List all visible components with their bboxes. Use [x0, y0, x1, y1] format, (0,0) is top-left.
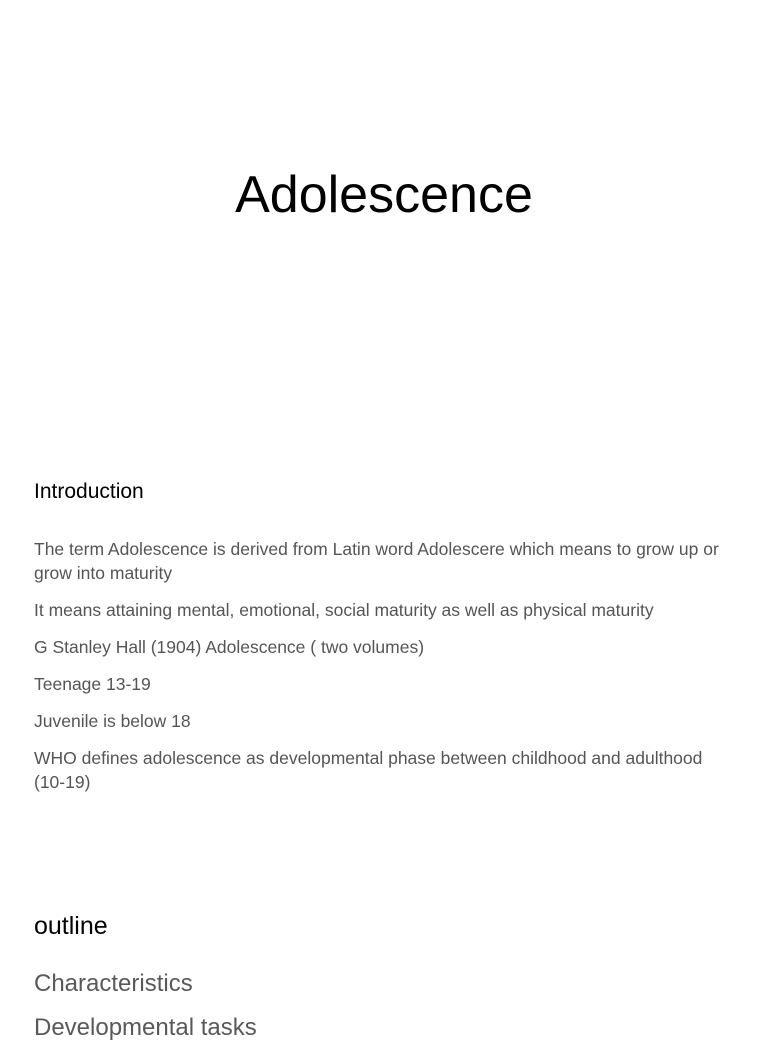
bullet-item: Teenage 13-19: [34, 674, 151, 694]
outline-heading: outline: [34, 912, 108, 940]
bullet-item: G Stanley Hall (1904) Adolescence ( two volumes): [34, 637, 425, 657]
title-slide: [0, 0, 768, 432]
introduction-heading: Introduction: [34, 480, 144, 503]
bullet-item: It means attaining mental, emotional, social maturity as well as physical maturity: [34, 600, 654, 620]
slide-title: Adolescence: [235, 166, 533, 224]
introduction-slide: [0, 432, 768, 864]
outline-item: Developmental tasks: [34, 1014, 257, 1041]
bullet-item: WHO defines adolescence as developmental phase between childhood and adulthood (10-19): [34, 748, 703, 792]
outline-slide: [0, 864, 768, 1041]
bullet-item: Juvenile is below 18: [34, 711, 191, 731]
bullet-item: The term Adolescence is derived from Latin word Adolescere which means to grow up or grow into maturity: [34, 539, 719, 583]
outline-item: Characteristics: [34, 970, 193, 997]
introduction-bullet-list: [34, 537, 734, 807]
outline-list: [34, 968, 257, 1056]
